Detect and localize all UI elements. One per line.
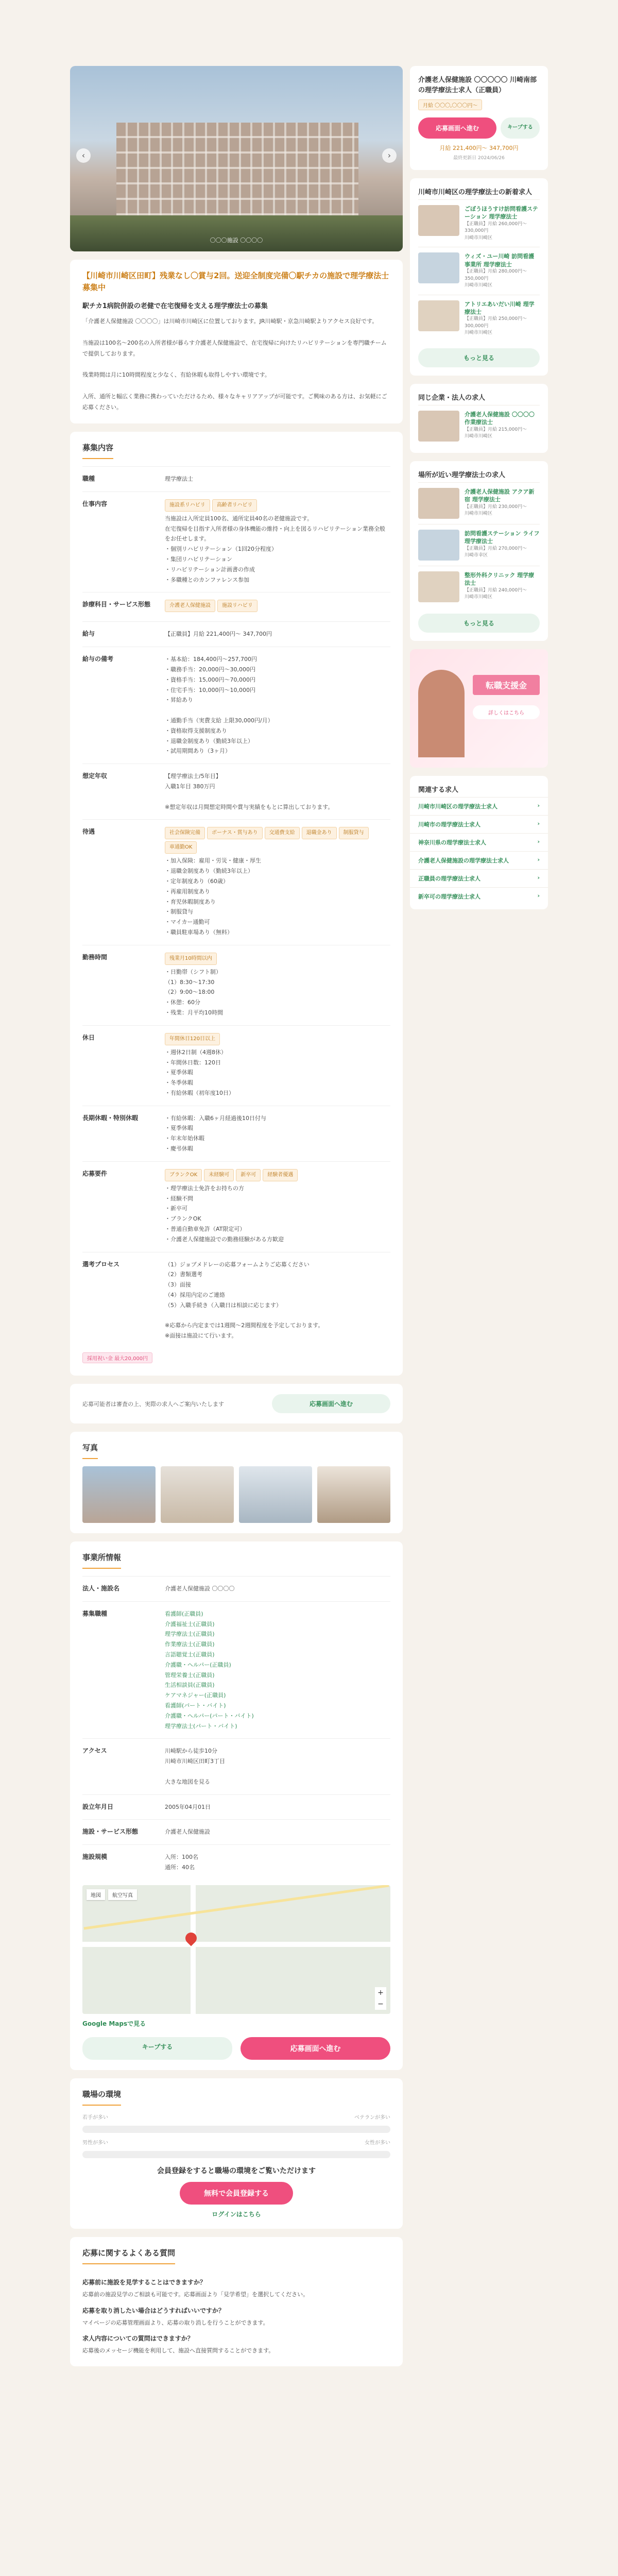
photo-hall[interactable]	[161, 1466, 234, 1523]
job-meta: 【正職員】月給 260,000円〜330,000円 川崎市川崎区	[465, 221, 527, 241]
env-section	[70, 2078, 403, 2229]
corp-jobs-title: 同じ企業・法人の求人	[418, 394, 486, 402]
row-value	[165, 1260, 390, 1341]
near-jobs-card	[410, 461, 548, 641]
chevron-right-icon: ›	[537, 874, 540, 881]
row-text: 【正職員】月給 221,400円〜 347,700円	[165, 631, 272, 638]
photos-section	[70, 1432, 403, 1533]
near-more-button[interactable]: もっと見る	[418, 614, 540, 633]
apply-bar	[70, 1384, 403, 1423]
person-illustration	[418, 670, 465, 757]
feature-tag: 介護老人保健施設	[165, 600, 215, 612]
row-label: 勤務時間	[82, 953, 108, 961]
env-right1: ベテランが多い	[354, 2114, 390, 2121]
job-text	[465, 488, 540, 519]
photos-title: 写真	[82, 1442, 98, 1459]
env-bar-gender	[82, 2151, 390, 2158]
photo-exterior[interactable]	[82, 1466, 156, 1523]
tag-list	[165, 499, 390, 514]
job-thumbnail	[418, 252, 459, 283]
row-value	[165, 1033, 390, 1098]
tag-list	[165, 953, 390, 967]
row-label: アクセス	[82, 1747, 107, 1755]
job-title[interactable]: ウィズ・ユー川崎 訪問看護事業所 理学療法士	[465, 253, 535, 268]
related-link[interactable]	[410, 887, 548, 905]
job-meta: 【正職員】月給 240,000円〜 川崎市川崎区	[465, 587, 527, 600]
faq-question[interactable]: 応募前に施設を見学することはできますか？	[82, 2278, 207, 2286]
side-job-item[interactable]	[418, 405, 540, 447]
feature-tag: 新卒可	[236, 1169, 261, 1181]
row-label: 職種	[82, 475, 95, 483]
facility-row	[82, 1738, 390, 1794]
side-job-item[interactable]	[418, 482, 540, 524]
related-link[interactable]	[410, 833, 548, 851]
recruit-row	[82, 1025, 390, 1106]
corp-jobs-card	[410, 384, 548, 453]
row-value	[165, 474, 390, 484]
row-text: ・日勤帯（シフト制） （1）8:30〜17:30 （2）9:00〜18:00 ・休憩：60分 ・残業：月平均10時間	[165, 968, 223, 1016]
feature-tag: 退職金あり	[302, 827, 337, 839]
job-title[interactable]: ごぼうほうすけ訪問看護ステーション 理学療法士	[465, 206, 538, 221]
side-job-item[interactable]	[418, 247, 540, 294]
env-title: 職場の環境	[82, 2089, 121, 2106]
env-left1: 若手が多い	[82, 2114, 108, 2121]
row-label: 長期休暇・特別休暇	[82, 1114, 139, 1122]
recruit-row	[82, 1252, 390, 1348]
intro-body: 「介護老人保健施設 〇〇〇〇」は川崎市川崎区に位置しております。JR川崎駅・京急川崎駅よりアクセス良好です。 当施設は100名〜200名の入所者様が暮らす介護老人保健施設で、在宅復帰に向けたリハビリテーションを専門職チームで提供しております。 残業時間は月に10時間程度と少なく、有給休暇も取得しやすい環境です。 入所、通所と幅広く業務に携わっていただけるため、様々なキャリアアップが可能です。ご興味のある方は、お気軽にご応募ください。	[82, 318, 387, 411]
banner-button[interactable]: 詳しくはこちら	[473, 705, 540, 719]
row-label: 給与	[82, 630, 95, 638]
row-value: 2005年04月01日	[165, 1803, 211, 1810]
faq-title: 応募に関するよくある質問	[82, 2247, 175, 2264]
summary-title: 介護老人保健施設 〇〇〇〇〇 川崎南部の理学療法士求人（正職員）	[418, 76, 537, 94]
job-subhead: 駅チカ1病院併設の老健で在宅復帰を支える理学療法士の募集	[82, 302, 268, 310]
feature-tag: 年間休日120日以上	[165, 1033, 220, 1045]
job-thumbnail	[418, 300, 459, 331]
row-value	[165, 953, 390, 1018]
banner-title: 転職支援金	[473, 675, 540, 695]
job-text	[465, 411, 540, 442]
row-label: 法人・施設名	[82, 1585, 120, 1592]
job-title[interactable]: 整形外科クリニック 理学療法士	[465, 571, 535, 587]
photo-rehab[interactable]	[317, 1466, 390, 1523]
row-value	[165, 1169, 390, 1245]
support-banner[interactable]	[410, 649, 548, 768]
recruit-row	[82, 945, 390, 1025]
job-meta: 【正職員】月給 250,000円〜300,000円 川崎市川崎区	[465, 316, 527, 336]
summary-apply-button[interactable]: 応募画面へ進む	[418, 117, 496, 139]
faq-question[interactable]: 応募を取り消したい場合はどうすればいいですか？	[82, 2307, 225, 2314]
chevron-right-icon: ›	[537, 820, 540, 827]
job-text	[465, 571, 540, 602]
feature-tag: 残業月10時間以内	[165, 953, 217, 965]
tag-list	[165, 1169, 390, 1183]
facility-row	[82, 1576, 390, 1601]
related-link-label: 川崎市の理学療法士求人	[418, 821, 480, 828]
chevron-right-icon: ›	[537, 802, 540, 809]
area-more-button[interactable]: もっと見る	[418, 348, 540, 367]
row-value	[165, 600, 390, 614]
facility-row	[82, 1794, 390, 1820]
row-value: 介護老人保健施設 〇〇〇〇	[165, 1585, 235, 1592]
row-value	[165, 827, 390, 937]
job-title[interactable]: アトリエあいだい川崎 理学療法士	[465, 300, 535, 315]
row-value: 川崎駅から徒歩10分 川崎市川崎区田町3丁目 大きな地図を見る	[165, 1748, 225, 1785]
feature-tag: 車通勤OK	[165, 841, 197, 854]
summary-salary-tag: 月給 〇〇〇,〇〇〇円〜	[418, 99, 482, 110]
hero-image	[70, 66, 403, 251]
feature-tag: 社会保険完備	[165, 827, 205, 839]
job-meta: 【正職員】月給 215,000円〜 川崎市川崎区	[465, 427, 527, 439]
row-text: （1）ジョブメドレーの応募フォームよりご応募ください （2）書類選考 （3）面接 （4）採用内定のご連絡 （5）入職手続き（入職日は相談に応じます） ※応募から内定までは1週間〜2週間程度を予定しております。 ※面接は施設にて行います。	[165, 1261, 324, 1340]
row-label: 募集職種	[82, 1609, 108, 1617]
job-title[interactable]: 介護老人保健施設 アクア新宿 理学療法士	[465, 488, 535, 503]
tag-list	[165, 827, 390, 856]
prev-arrow-icon[interactable]: ‹	[76, 148, 91, 163]
feature-tag: 経験者優遇	[263, 1169, 298, 1181]
row-text: 【理学療法士/5年目】 入職1年目 380万円 ※想定年収は月間想定時間や賞与実績をもとに算出しております。	[165, 773, 334, 810]
summary-card	[410, 66, 548, 170]
row-text: ・理学療法士免許をお持ちの方 ・経験不問 ・新卒可 ・ブランクOK ・普通自動車免許（AT限定可） ・介護老人保健施設での勤務経験がある方歓迎	[165, 1184, 284, 1243]
related-link[interactable]	[410, 851, 548, 869]
recruit-row	[82, 764, 390, 819]
related-link[interactable]	[410, 869, 548, 887]
chevron-right-icon: ›	[537, 838, 540, 845]
chevron-right-icon: ›	[537, 856, 540, 863]
job-title[interactable]: 介護老人保健施設 〇〇〇〇 作業療法士	[465, 411, 535, 426]
row-label: 施設規模	[82, 1853, 108, 1861]
job-thumbnail	[418, 571, 459, 602]
recruit-row	[82, 819, 390, 944]
row-value	[165, 654, 390, 756]
recruit-row	[82, 647, 390, 764]
row-text: 理学療法士	[165, 476, 193, 483]
area-jobs-title: 川崎市川崎区の理学療法士の新着求人	[418, 189, 533, 196]
summary-keep-button[interactable]: キープする	[501, 117, 540, 139]
related-link-label: 正職員の理学療法士求人	[418, 875, 480, 882]
side-job-item[interactable]	[418, 295, 540, 342]
faq-answer: マイページの応募管理画面より、応募の取り消しを行うことができます。	[82, 2319, 269, 2326]
job-thumbnail	[418, 411, 459, 442]
faq-question[interactable]: 求人内容についての質問はできますか？	[82, 2335, 194, 2343]
near-jobs-title: 場所が近い理学療法士の求人	[418, 471, 506, 479]
apply-note: 応募可能者は審査の上、実際の求人へご案内いたします	[82, 1400, 224, 1408]
tag-list	[165, 1033, 390, 1047]
facility-title: 事業所情報	[82, 1552, 121, 1569]
job-thumbnail	[418, 530, 459, 561]
summary-salary-note: 月給 221,400円〜 347,700円	[439, 145, 519, 151]
related-link[interactable]	[410, 815, 548, 833]
photo-room[interactable]	[239, 1466, 312, 1523]
faq-answer: 応募前の施設見学のご相談も可能です。応募画面より「見学希望」を選択してください。	[82, 2291, 309, 2298]
feature-tag: 施設系リハビリ	[165, 499, 210, 512]
row-label: 応募要件	[82, 1170, 108, 1177]
row-text: ・週休2日制（4週8休） ・年間休日数：120日 ・夏季休暇 ・冬季休暇 ・有給休暇（初年度10日）	[165, 1048, 234, 1096]
related-link[interactable]	[410, 797, 548, 815]
row-label: 待遇	[82, 828, 95, 836]
related-card	[410, 776, 548, 909]
env-cta-title: 会員登録をすると職場の環境をご覧いただけます	[157, 2166, 316, 2175]
apply-button-bottom[interactable]: 応募画面へ進む	[241, 2037, 390, 2060]
row-value: 看護師(正職員) 介護福祉士(正職員) 理学療法士(正職員) 作業療法士(正職員) 言語聴覚士(正職員) 介護職・ヘルパー(正職員) 管理栄養士(正職員) 生活相談員(正職員) ケアマネジャー(正職員) 看護師(パート・バイト) 介護職・ヘルパー(パート・バイト) 理学療法士(パート・バイト)	[165, 1610, 254, 1730]
side-job-item[interactable]	[418, 566, 540, 607]
recruit-row	[82, 466, 390, 492]
row-value: 介護老人保健施設	[165, 1828, 210, 1836]
feature-tag: 施設リハビリ	[217, 600, 258, 612]
env-bar-age	[82, 2126, 390, 2133]
row-label: 施設・サービス形態	[82, 1828, 139, 1836]
facility-row	[82, 1844, 390, 1880]
job-meta: 【正職員】月給 270,000円〜 川崎市幸区	[465, 546, 527, 558]
job-text	[465, 530, 540, 561]
side-job-item[interactable]	[418, 524, 540, 566]
job-text	[465, 300, 540, 337]
area-jobs-card	[410, 178, 548, 376]
facility-row	[82, 1819, 390, 1844]
job-thumbnail	[418, 488, 459, 519]
job-text	[465, 252, 540, 289]
keep-button[interactable]: キープする	[82, 2037, 232, 2060]
register-button[interactable]: 無料で会員登録する	[180, 2182, 293, 2205]
job-text	[465, 205, 540, 242]
row-label: 給与の備考	[82, 655, 114, 663]
row-value	[165, 499, 390, 585]
recruit-row	[82, 621, 390, 647]
summary-updated: 最終更新日 2024/06/26	[453, 156, 505, 161]
job-thumbnail	[418, 205, 459, 236]
faq-section	[70, 2237, 403, 2366]
intro-card	[70, 260, 403, 423]
satellite-tab[interactable]: 航空写真	[108, 1889, 137, 1900]
recruit-row	[82, 492, 390, 592]
row-label: 想定年収	[82, 772, 108, 780]
access-map[interactable]	[82, 1885, 390, 2014]
job-meta: 【正職員】月給 230,000円〜 川崎市川崎区	[465, 504, 527, 517]
related-title: 関連する求人	[418, 786, 459, 794]
related-link-label: 神奈川県の理学療法士求人	[418, 839, 486, 846]
recruit-row	[82, 1161, 390, 1252]
job-meta: 【正職員】月給 280,000円〜350,000円 川崎市川崎区	[465, 269, 527, 289]
google-maps-link[interactable]: Google Mapsで見る	[82, 2020, 146, 2027]
row-label: 設立年月日	[82, 1803, 114, 1810]
feature-tag: 交通費支給	[265, 827, 300, 839]
zoom-control[interactable]: + −	[375, 1987, 386, 2010]
hero-caption: 〇〇〇施設 〇〇〇〇	[210, 237, 263, 244]
feature-tag: 制服貸与	[339, 827, 369, 839]
feature-tag: 高齢者リハビリ	[212, 499, 258, 512]
feature-tag: ブランクOK	[165, 1169, 202, 1181]
env-right2: 女性が多い	[365, 2140, 390, 2146]
env-left2: 男性が多い	[82, 2140, 108, 2146]
feature-tag: 未経験可	[204, 1169, 234, 1181]
row-label: 選考プロセス	[82, 1260, 120, 1268]
feature-tag: ボーナス・賞与あり	[207, 827, 263, 839]
row-value	[165, 629, 390, 639]
map-tab[interactable]: 地図	[87, 1889, 105, 1900]
row-value	[165, 1113, 390, 1154]
login-link[interactable]: ログインはこちら	[212, 2210, 261, 2218]
row-text: ・有給休暇：入職6ヶ月経過後10日付与 ・夏季休暇 ・年末年始休暇 ・慶弔休暇	[165, 1114, 266, 1153]
faq-answer: 応募後のメッセージ機能を利用して、施設へ直接質問することができます。	[82, 2347, 274, 2354]
job-title[interactable]: 訪問看護ステーション ライフ 理学療法士	[465, 530, 540, 545]
recruit-section	[70, 432, 403, 1376]
related-link-label: 新卒可の理学療法士求人	[418, 893, 480, 900]
recruit-row	[82, 1106, 390, 1161]
bonus-tag: 採用祝い金 最大20,000円	[82, 1352, 152, 1363]
row-text: 当施設は入所定員100名、通所定員40名の老健施設です。 在宅復帰を目指す入所者様の身体機能の維持・向上を図るリハビリテーション業務全般をお任せします。 ・個別リハビリテーション（1回20分程度） ・集団リハビリテーション ・リハビリテーション計画書の作成 ・多職種とのカンファレンス参加	[165, 515, 386, 583]
facility-row	[82, 1601, 390, 1739]
row-value: 入所：100名 通所：40名	[165, 1854, 198, 1871]
next-arrow-icon[interactable]: ›	[382, 148, 397, 163]
chevron-right-icon: ›	[537, 892, 540, 899]
related-link-label: 川崎市川崎区の理学療法士求人	[418, 803, 497, 810]
job-headline: 【川崎市川崎区田町】残業なし〇賞与2回。送迎全制度完備〇駅チカの施設で理学療法士募集中	[82, 271, 389, 292]
side-job-item[interactable]	[418, 199, 540, 247]
recruit-title: 募集内容	[82, 442, 113, 459]
row-text: ・基本給：184,400円〜257,700円 ・職務手当：20,000円〜30,000円 ・資格手当：15,000円〜70,000円 ・住宅手当：10,000円〜10,000円 ・昇給あり ・通勤手当（実費支給 上限30,000円/月） ・資格取得支援制度あり ・退職金制度あり（勤続3年以上） ・試用期間あり（3ヶ月）	[165, 656, 273, 755]
tag-list	[165, 600, 390, 614]
row-text: ・加入保険：雇用・労災・健康・厚生 ・退職金制度あり（勤続3年以上） ・定年制度あり（60歳） ・再雇用制度あり ・育児休暇制度あり ・制服貸与 ・マイカー通勤可 ・職員駐車場あり（無料）	[165, 857, 261, 936]
row-label: 診療科目・サービス形態	[82, 601, 151, 608]
related-link-label: 介護老人保健施設の理学療法士求人	[418, 857, 509, 864]
row-label: 仕事内容	[82, 500, 108, 507]
recruit-row	[82, 592, 390, 621]
facility-section	[70, 1541, 403, 2070]
row-value	[165, 771, 390, 812]
row-label: 休日	[82, 1033, 95, 1041]
apply-button[interactable]: 応募画面へ進む	[272, 1394, 390, 1413]
